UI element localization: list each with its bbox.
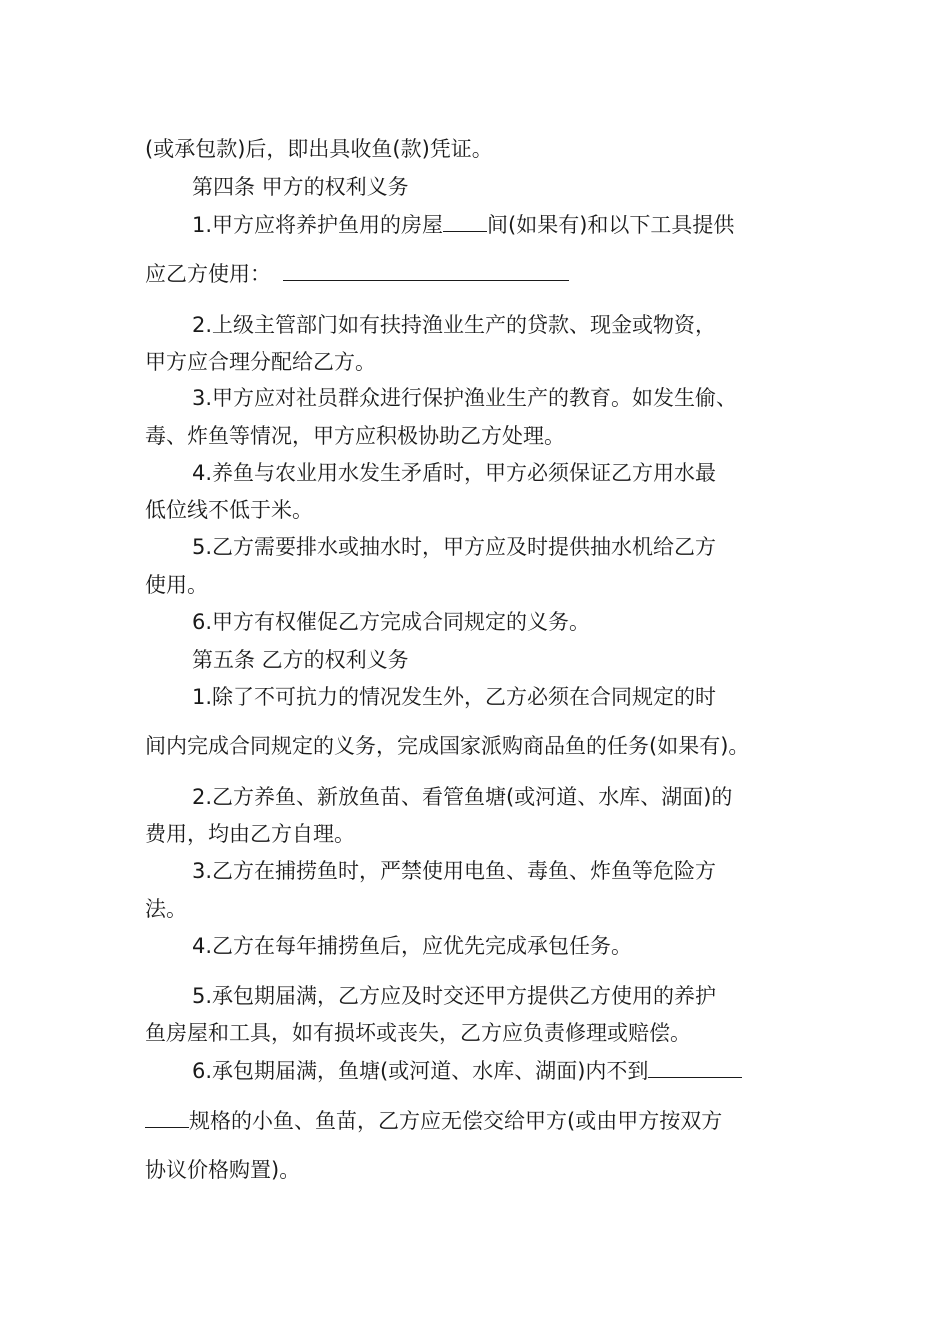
article-4-heading: 第四条 甲方的权利义务 — [192, 175, 409, 199]
text-line: 毒、炸鱼等情况，甲方应积极协助乙方处理。 — [145, 424, 565, 448]
text-segment: 规格的小鱼、鱼苗，乙方应无偿交给甲方(或由甲方按双方 — [189, 1109, 723, 1133]
text-line: 1.除了不可抗力的情况发生外，乙方必须在合同规定的时 — [192, 685, 717, 709]
text-line: 使用。 — [145, 573, 208, 597]
text-line — [145, 260, 569, 287]
text-line: 3.乙方在捕捞鱼时，严禁使用电鱼、毒鱼、炸鱼等危险方 — [192, 859, 717, 883]
text-line — [192, 1057, 742, 1084]
text-line: 费用，均由乙方自理。 — [145, 822, 355, 846]
fill-in-blank — [283, 260, 569, 281]
text-segment: 1.甲方应将养护鱼用的房屋 — [192, 213, 444, 237]
text-line: 4.乙方在每年捕捞鱼后，应优先完成承包任务。 — [192, 934, 633, 958]
article-5-heading: 第五条 乙方的权利义务 — [192, 648, 409, 672]
text-line: 4.养鱼与农业用水发生矛盾时，甲方必须保证乙方用水最 — [192, 461, 717, 485]
text-line: 5.乙方需要排水或抽水时，甲方应及时提供抽水机给乙方 — [192, 535, 717, 559]
text-line — [192, 211, 734, 238]
text-line: 6.甲方有权催促乙方完成合同规定的义务。 — [192, 610, 591, 634]
text-line: 甲方应合理分配给乙方。 — [145, 350, 376, 374]
fill-in-blank — [648, 1057, 742, 1078]
fill-in-blank — [145, 1107, 189, 1128]
text-segment: 间(如果有)和以下工具提供 — [487, 213, 735, 237]
text-line: 2.上级主管部门如有扶持渔业生产的贷款、现金或物资， — [192, 313, 717, 337]
text-line: (或承包款)后，即出具收鱼(款)凭证。 — [145, 137, 493, 161]
text-segment: 6.承包期届满，鱼塘(或河道、水库、湖面)内不到 — [192, 1059, 649, 1083]
text-line: 2.乙方养鱼、新放鱼苗、看管鱼塘(或河道、水库、湖面)的 — [192, 785, 733, 809]
fill-in-blank — [443, 211, 487, 232]
text-line: 法。 — [145, 897, 187, 921]
text-segment: 应乙方使用： — [145, 262, 271, 286]
text-line: 间内完成合同规定的义务，完成国家派购商品鱼的任务(如果有)。 — [145, 734, 750, 758]
text-line: 协议价格购置)。 — [145, 1158, 301, 1182]
text-line — [145, 1107, 722, 1134]
text-line: 5.承包期届满，乙方应及时交还甲方提供乙方使用的养护 — [192, 984, 717, 1008]
text-line: 3.甲方应对社员群众进行保护渔业生产的教育。如发生偷、 — [192, 386, 738, 410]
text-line: 低位线不低于米。 — [145, 498, 313, 522]
text-line: 鱼房屋和工具，如有损坏或丧失，乙方应负责修理或赔偿。 — [145, 1021, 691, 1045]
